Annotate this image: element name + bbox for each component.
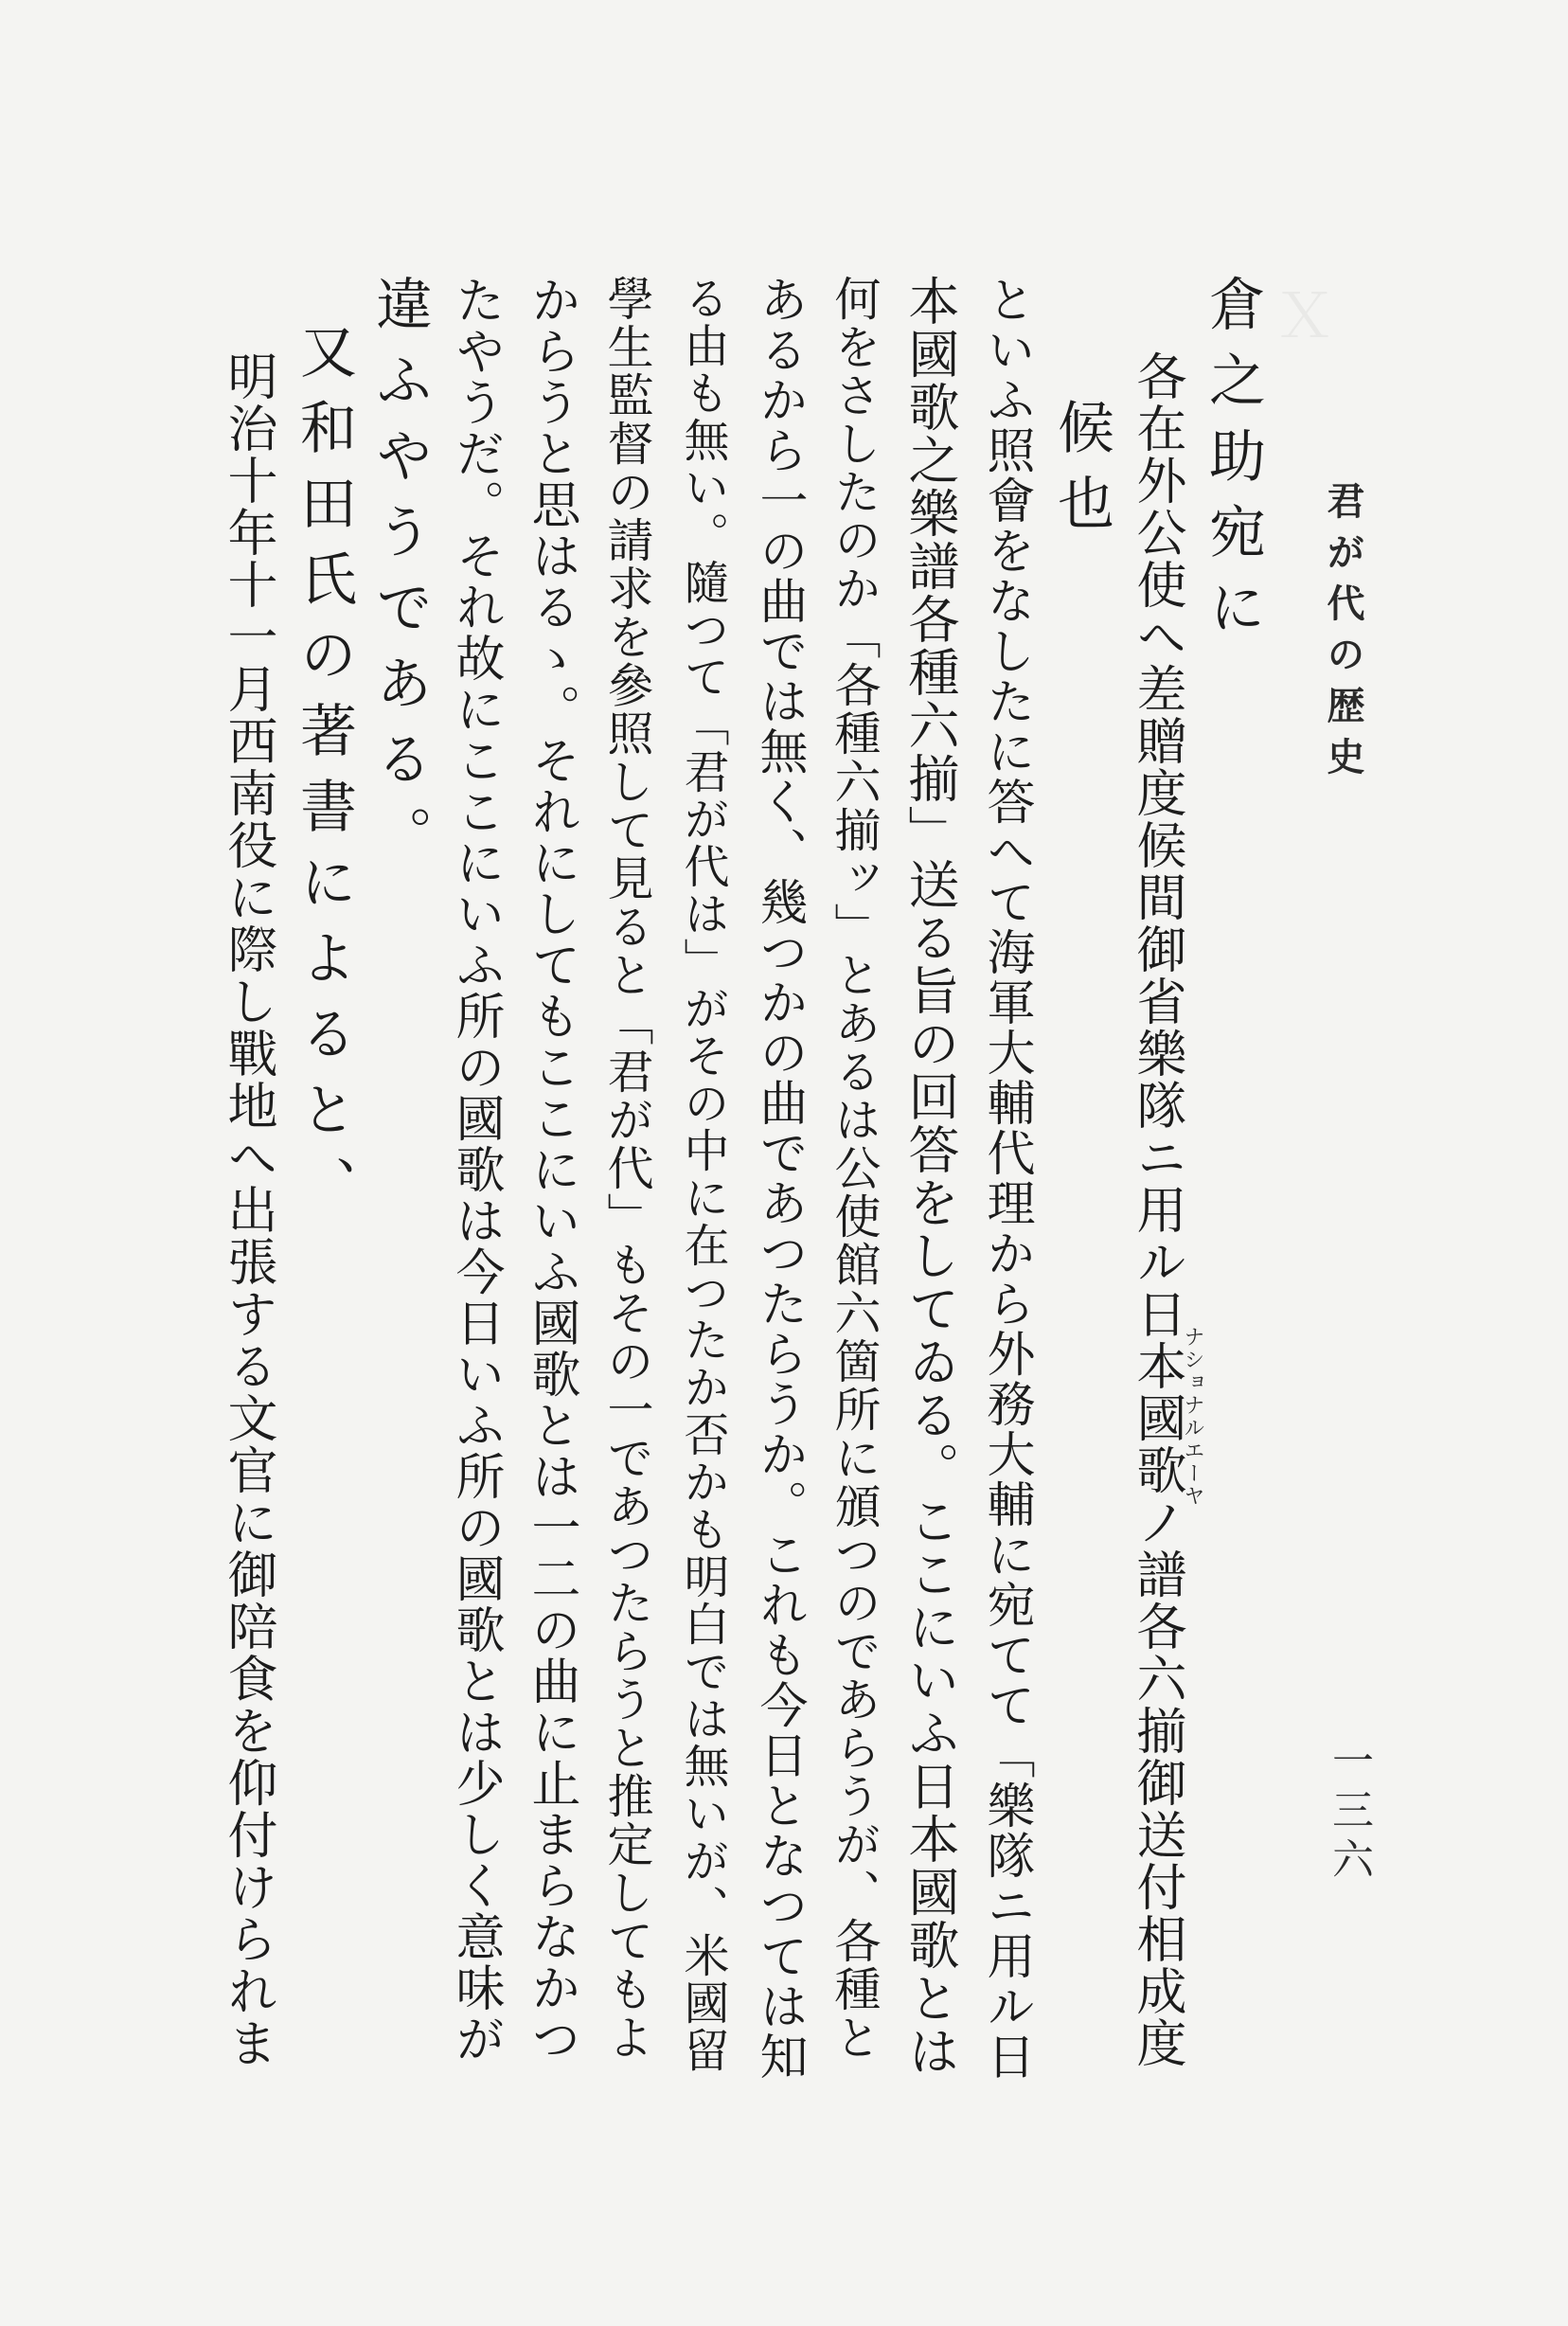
text-column [513,0,589,2326]
text-column [1043,0,1119,2326]
page-number: 一三六 [1325,1739,1373,1887]
text-column [437,0,513,2326]
text-line: る由も無い。隨つて「君が代は」がその中に在つたか否かも明白では無いが、米國留 [676,275,729,2074]
text-column [968,0,1043,2326]
text-line: 學生監督の請求を參照して見ると「君が代」もその一であつたらうと推定してもよ [600,275,654,2062]
text-line: 倉之助宛に [1200,275,1266,653]
running-head: 君が代の歴史 [1321,481,1365,788]
text-line: 本國歌之樂譜各種六揃」送る旨の回答をしてゐる。ここにいふ日本國歌とは [900,275,960,2078]
text-column [210,0,286,2326]
text-line: といふ照會をなしたに答へて海軍大輔代理から外務大輔に宛てて「樂隊ニ用ル日 [978,275,1034,2082]
text-line: あるから一の曲では無く、幾つかの曲であつたらうか。これも今日となつては知 [751,275,807,2082]
ruby-annotation: ナショナルエーヤ [1181,1326,1204,1508]
text-column [740,0,816,2326]
text-column [665,0,740,2326]
text-column [816,0,892,2326]
text-column [892,0,968,2326]
text-line: 何をさしたのか「各種六揃ッ」とあるは公使館六箇所に頒つのであらうが、各種と [828,275,882,2062]
text-line: 違ふやうである。 [366,275,433,881]
text-line: たやうだ。それ故にここにいふ所の國歌は今日いふ所の國歌とは少しく意味が [447,275,504,2065]
text-column [286,0,362,2326]
text-line: からうと思はるゝ。それにしてもここにいふ國歌とは一二の曲に止まらなかつ [523,275,579,2065]
text-line: 又和田氏の著書によると、 [291,322,357,1231]
text-column [1119,0,1195,2326]
text-column [1195,0,1271,2326]
text-column [589,0,665,2326]
text-line: 各在外公使へ差贈度候間御省樂隊ニ用ル日本國歌ノ譜各六揃御送付相成度 [1129,350,1186,2069]
text-column [362,0,437,2326]
text-line: 候也 [1048,398,1114,549]
text-line: 明治十年十一月西南役に際し戰地へ出張する文官に御陪食を仰付けられま [220,350,277,2069]
